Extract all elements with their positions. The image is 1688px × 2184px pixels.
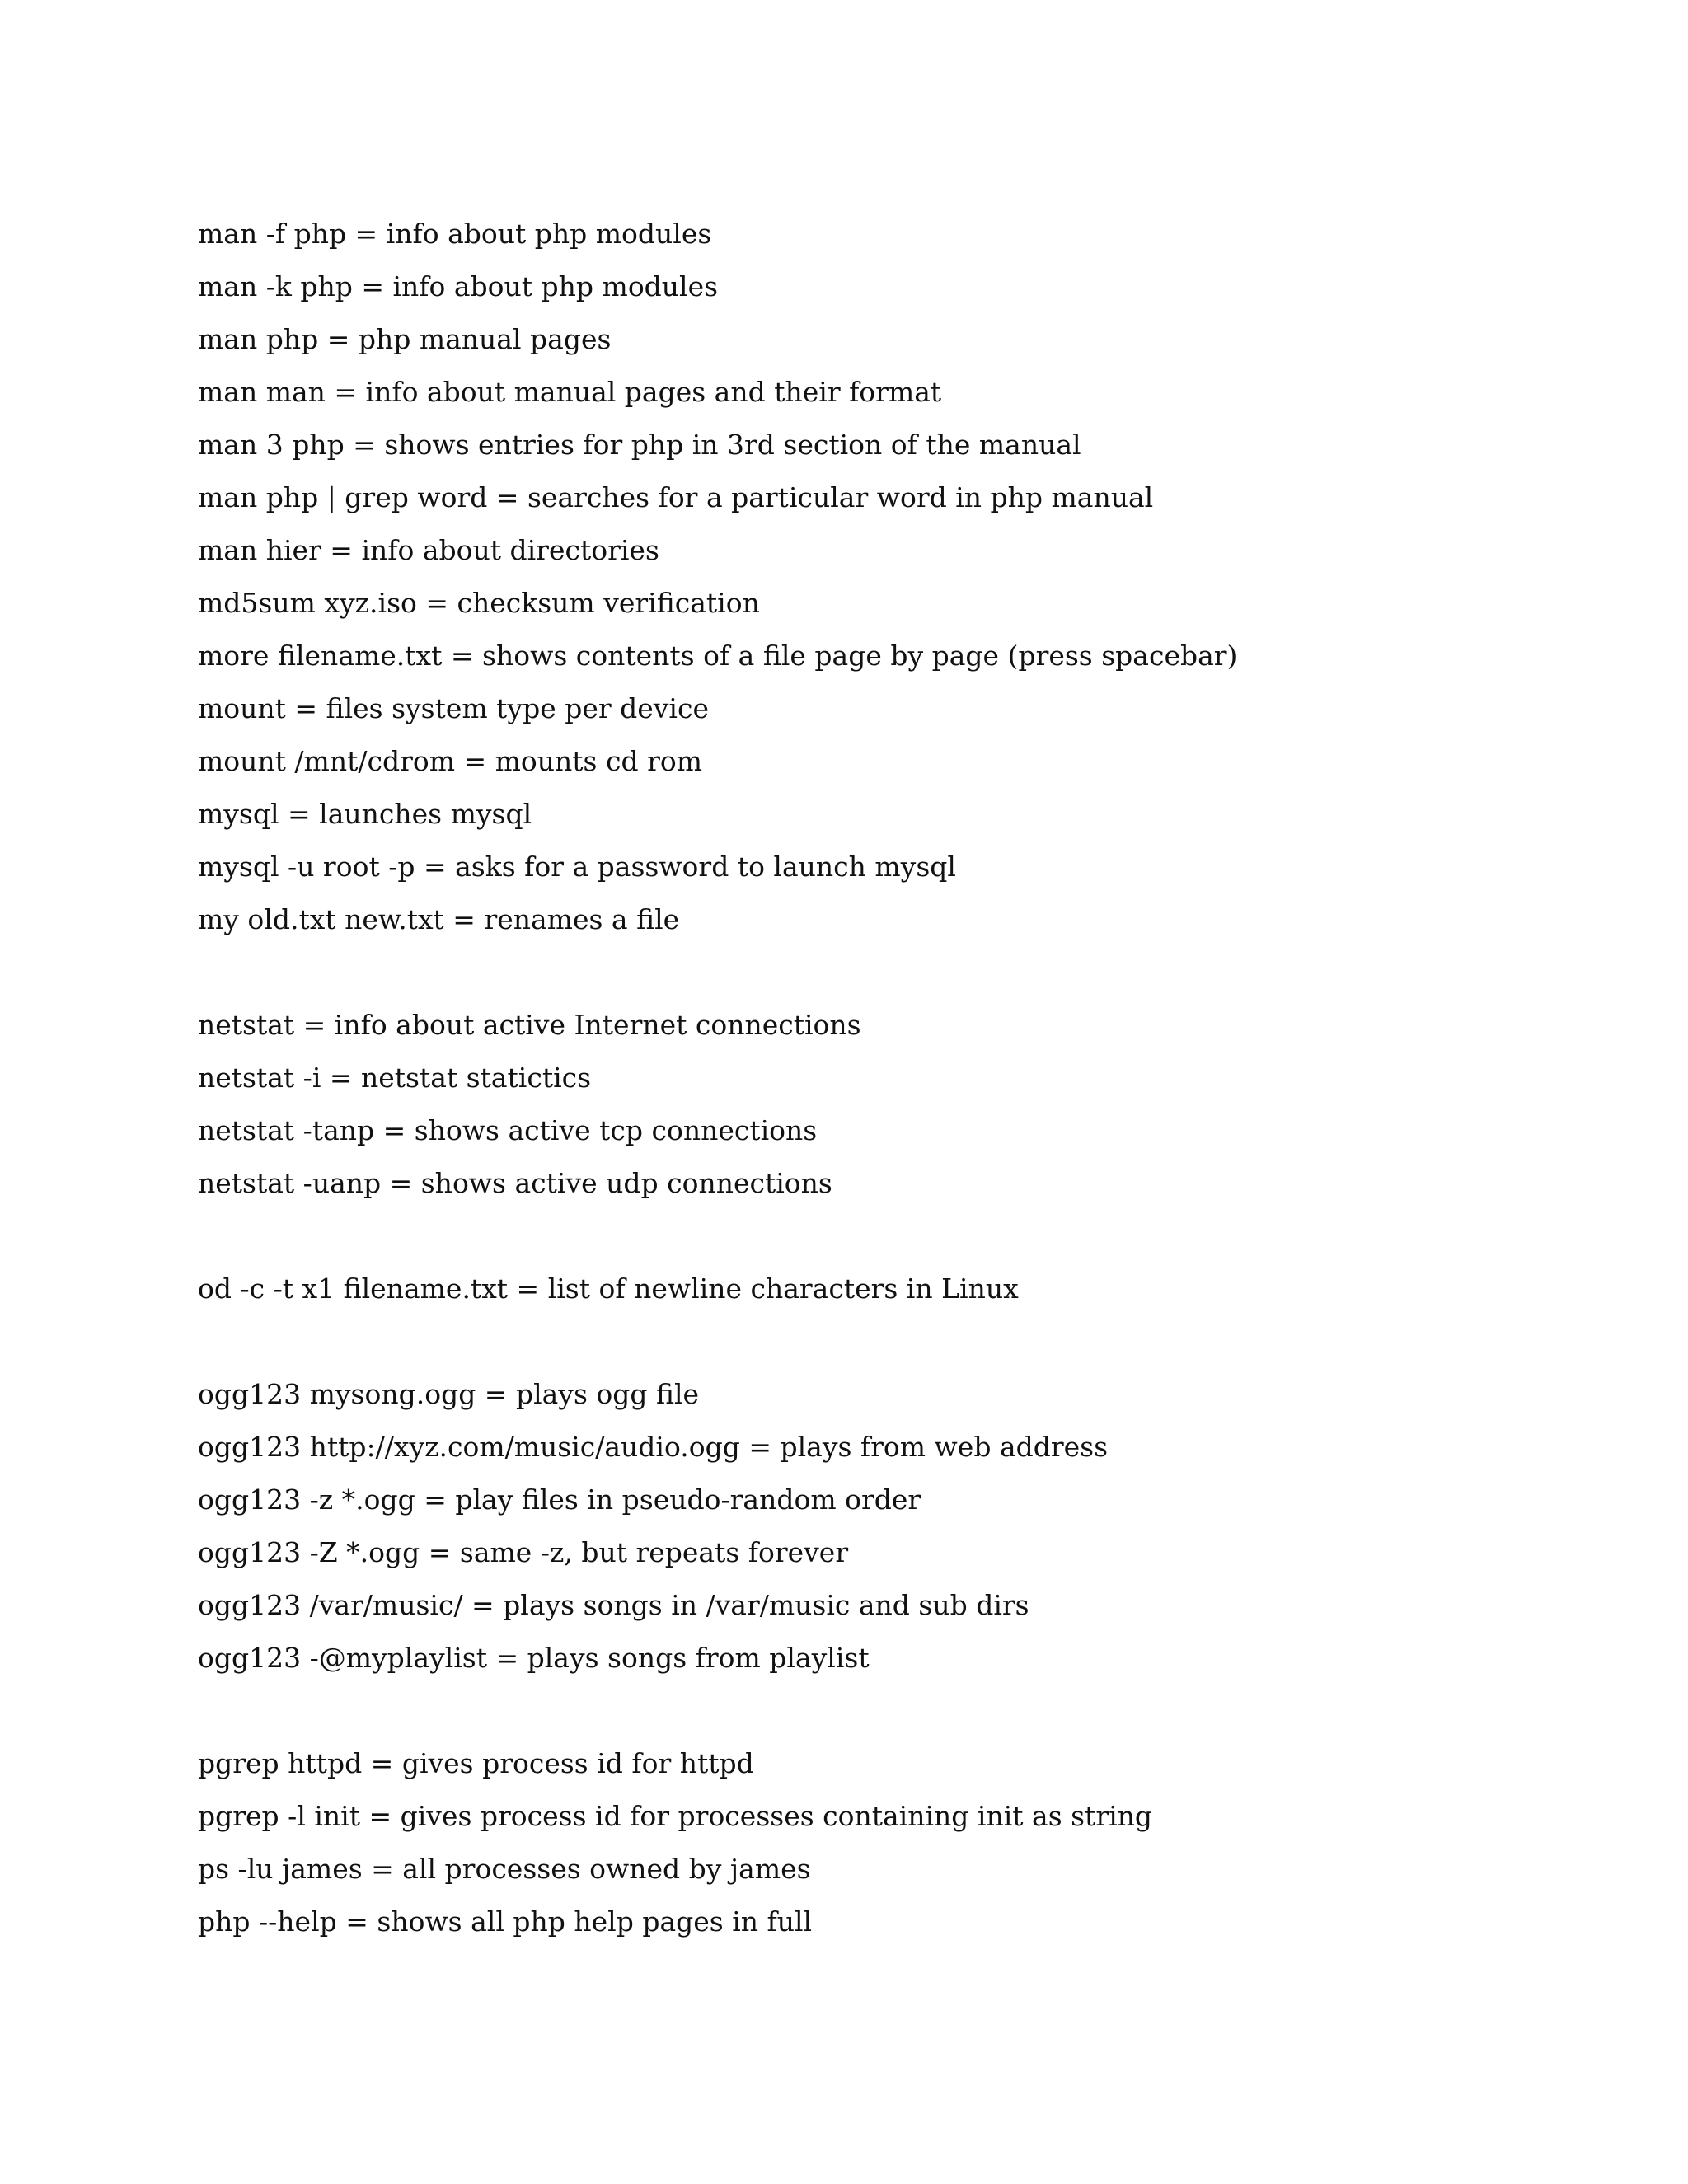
- text-line: netstat = info about active Internet connections: [198, 1009, 861, 1041]
- section-p-commands: [198, 1737, 1599, 1948]
- text-line: man man = info about manual pages and their format: [198, 376, 942, 408]
- text-line: man hier = info about directories: [198, 534, 659, 566]
- text-line: ogg123 -Z *.ogg = same -z, but repeats forever: [198, 1536, 849, 1568]
- text-line: mount /mnt/cdrom = mounts cd rom: [198, 745, 703, 777]
- section-od-commands: [198, 1263, 1599, 1315]
- text-line: man 3 php = shows entries for php in 3rd section of the manual: [198, 429, 1081, 461]
- section-ogg-commands: [198, 1368, 1599, 1685]
- text-line: man -f php = info about php modules: [198, 218, 712, 250]
- text-line: my old.txt new.txt = renames a file: [198, 903, 680, 935]
- text-line: od -c -t x1 filename.txt = list of newline characters in Linux: [198, 1272, 1019, 1305]
- text-line: ogg123 -@myplaylist = plays songs from playlist: [198, 1642, 870, 1674]
- text-line: more filename.txt = shows contents of a file page by page (press spacebar): [198, 640, 1238, 672]
- text-line: netstat -i = netstat statictics: [198, 1062, 592, 1094]
- text-line: pgrep httpd = gives process id for httpd: [198, 1747, 754, 1779]
- text-line: mount = files system type per device: [198, 692, 709, 724]
- text-line: ogg123 /var/music/ = plays songs in /var/music and sub dirs: [198, 1589, 1029, 1621]
- text-line: ogg123 http://xyz.com/music/audio.ogg = plays from web address: [198, 1431, 1109, 1463]
- text-line: ps -lu james = all processes owned by james: [198, 1853, 811, 1885]
- text-line: netstat -tanp = shows active tcp connections: [198, 1114, 818, 1146]
- text-line: man -k php = info about php modules: [198, 270, 719, 302]
- text-line: ogg123 mysong.ogg = plays ogg file: [198, 1378, 700, 1410]
- text-line: man php = php manual pages: [198, 323, 612, 355]
- text-line: netstat -uanp = shows active udp connections: [198, 1167, 832, 1199]
- text-line: mysql = launches mysql: [198, 798, 532, 830]
- text-line: php --help = shows all php help pages in full: [198, 1905, 813, 1938]
- text-line: pgrep -l init = gives process id for processes containing init as string: [198, 1800, 1153, 1832]
- text-line: man php | grep word = searches for a particular word in php manual: [198, 481, 1154, 513]
- text-line: ogg123 -z *.ogg = play files in pseudo-random order: [198, 1483, 921, 1516]
- section-m-commands: [198, 208, 1599, 946]
- text-line: md5sum xyz.iso = checksum verification: [198, 587, 760, 619]
- document-body: [198, 208, 1599, 1948]
- text-line: mysql -u root -p = asks for a password to launch mysql: [198, 851, 956, 883]
- section-n-commands: [198, 999, 1599, 1210]
